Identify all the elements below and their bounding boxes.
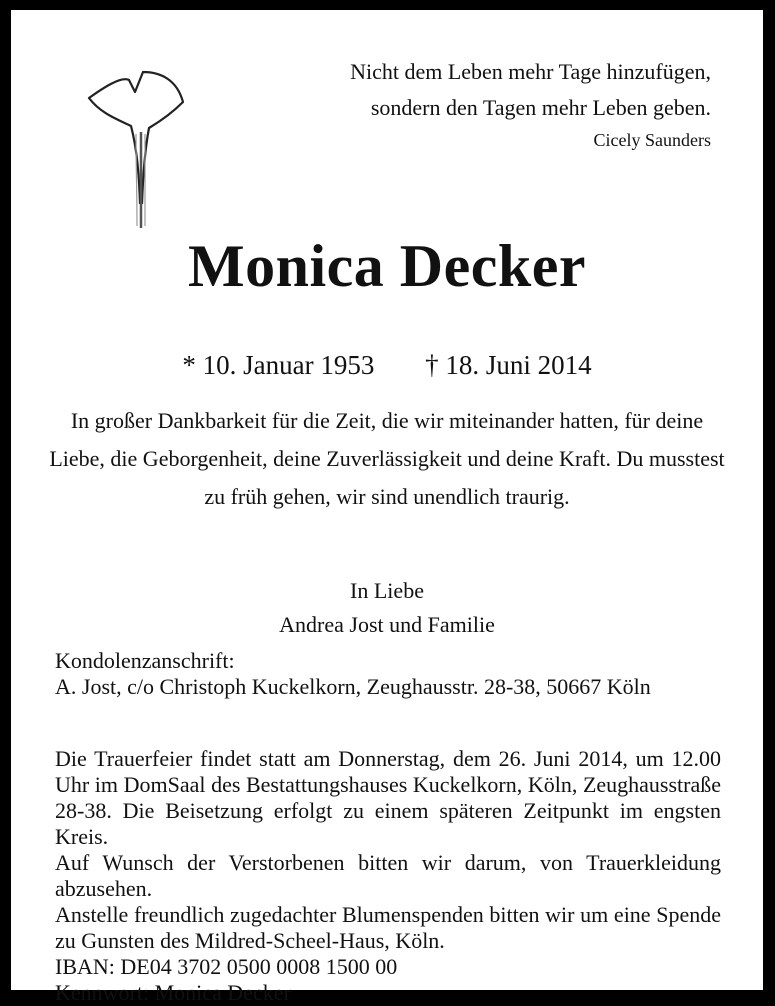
funeral-info bbox=[55, 746, 721, 1006]
quote-author: Cicely Saunders bbox=[593, 130, 711, 150]
donation-note: Anstelle freundlich zugedachter Blumenspenden bitten wir um eine Spende zu Gunsten des Mildred-Scheel-Haus, Köln. bbox=[55, 902, 721, 953]
deceased-name: Monica Decker bbox=[187, 233, 587, 299]
condolence-label: Kondolenzanschrift: bbox=[55, 648, 235, 673]
ceremony-text: Die Trauerfeier findet statt am Donnerstag, dem 26. Juni 2014, um 12.00 Uhr im DomSaal des Bestattungshauses Kuckelkorn, Köln, Zeughausstraße 28-38. Die Beisetzung erfolgt zu einem späteren Zeitpunkt im engsten Kreis. bbox=[55, 746, 721, 849]
condolence-address: A. Jost, c/o Christoph Kuckelkorn, Zeughausstr. 28-38, 50667 Köln bbox=[55, 674, 651, 699]
quote-line: Nicht dem Leben mehr Tage hinzufügen, bbox=[350, 59, 711, 84]
signature-greeting: In Liebe bbox=[350, 578, 424, 603]
ginkgo-leaf-icon bbox=[79, 54, 189, 230]
condolence-address-block bbox=[55, 648, 721, 700]
signature-block bbox=[11, 574, 763, 642]
signature-names: Andrea Jost und Familie bbox=[279, 612, 495, 637]
death-date: † 18. Juni 2014 bbox=[425, 350, 592, 380]
quote-block bbox=[350, 54, 711, 154]
iban: IBAN: DE04 3702 0500 0008 1500 00 bbox=[55, 954, 398, 979]
quote-line: sondern den Tagen mehr Leben geben. bbox=[370, 95, 711, 120]
thanks-text: In großer Dankbarkeit für die Zeit, die wir miteinander hatten, für deine Liebe, die Geborgenheit, deine Zuverlässigkeit und deine Kraft. Du musstest zu früh gehen, wir sind unendlich traurig. bbox=[49, 408, 725, 509]
life-dates bbox=[11, 350, 763, 381]
clothing-note: Auf Wunsch der Verstorbenen bitten wir darum, von Trauerkleidung abzusehen. bbox=[55, 850, 721, 901]
birth-date: * 10. Januar 1953 bbox=[182, 350, 375, 380]
donation-keyword: Kennwort: Monica Decker bbox=[55, 980, 291, 1005]
obituary-notice bbox=[11, 10, 763, 1005]
